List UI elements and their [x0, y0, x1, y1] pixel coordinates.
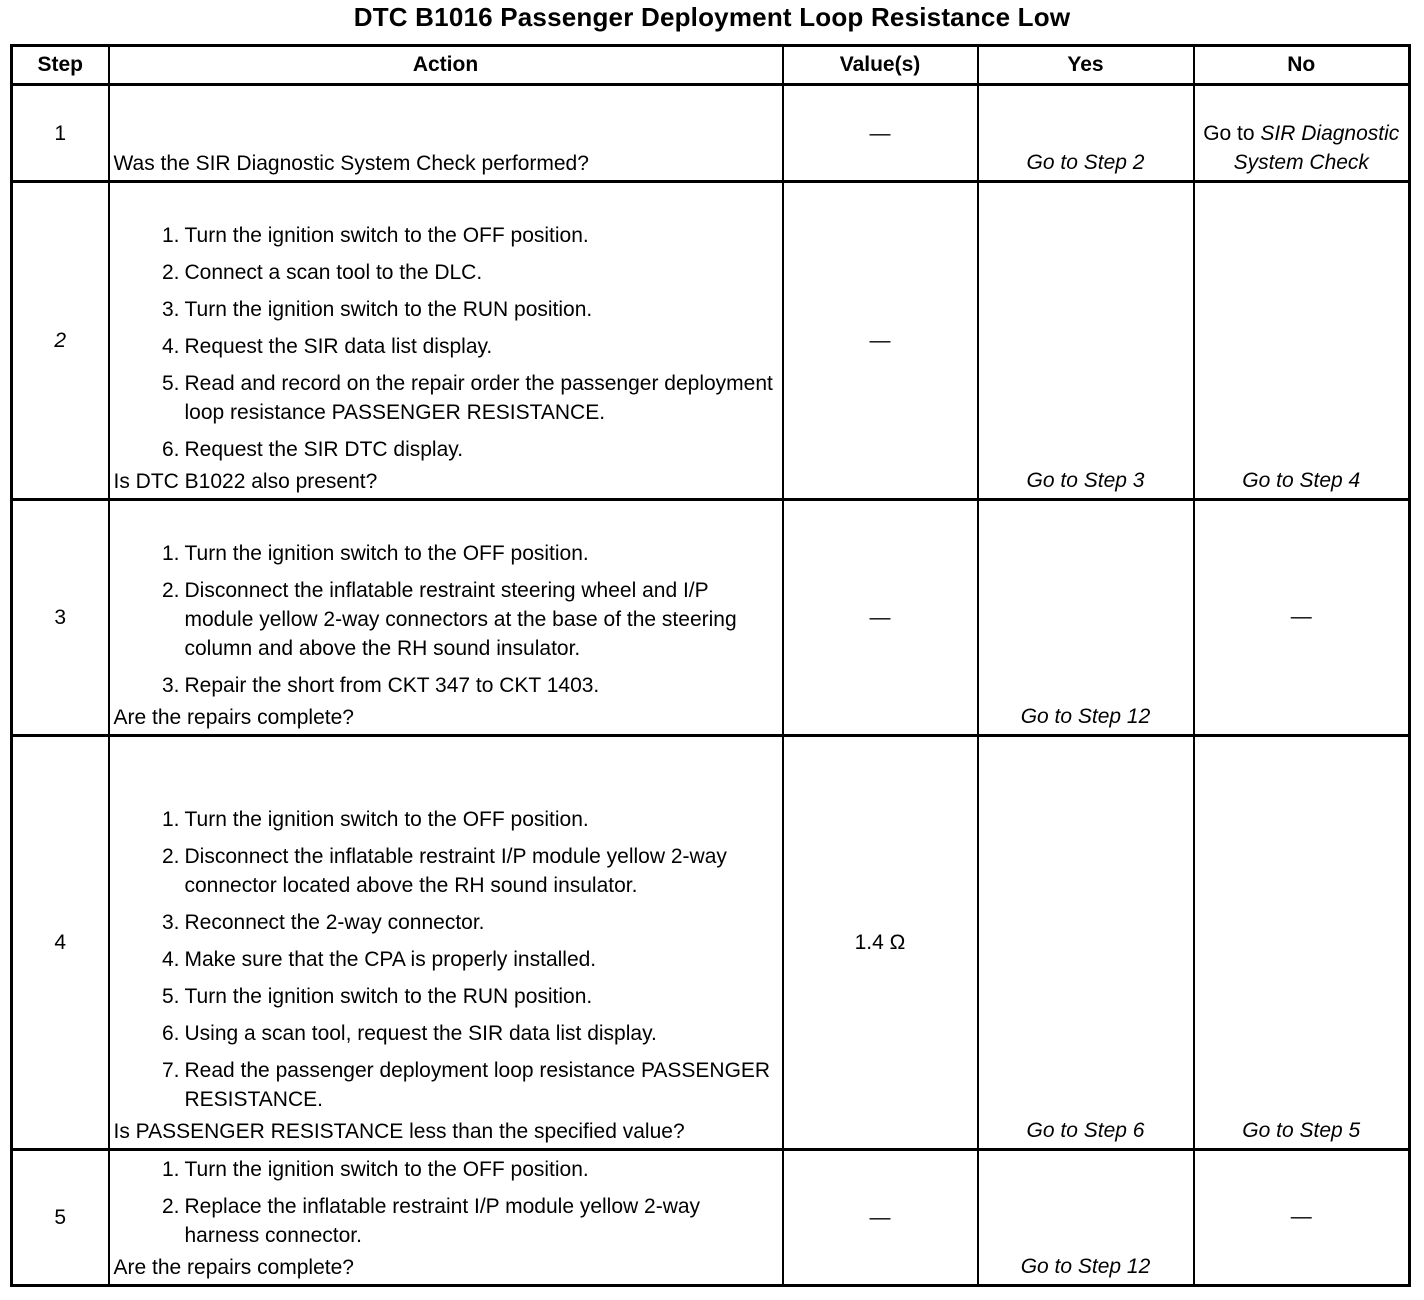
list-item: 5. Turn the ignition switch to the RUN position. [161, 985, 593, 1008]
list-item: 6. Request the SIR DTC display. [161, 438, 464, 461]
value-cell: — [783, 85, 978, 182]
list-item: 4. Request the SIR data list display. [161, 335, 493, 358]
yes-cell: Go to Step 6 [978, 736, 1194, 1150]
list-item: 1. Turn the ignition switch to the OFF position. [161, 542, 589, 565]
table-row [12, 500, 1410, 736]
yes-cell: Go to Step 2 [978, 85, 1194, 182]
action-question: Is DTC B1022 also present? [113, 470, 378, 493]
action-cell [109, 500, 783, 736]
yes-cell: Go to Step 3 [978, 182, 1194, 500]
list-item: 3. Turn the ignition switch to the RUN position. [161, 298, 593, 321]
diagnostic-table [10, 44, 1411, 1287]
list-item: 5. Read and record on the repair order the passenger deployment loop resistance PASSENGER RESISTANCE. [161, 372, 773, 424]
list-item: 6. Using a scan tool, request the SIR data list display. [161, 1022, 657, 1045]
yes-cell: Go to Step 12 [978, 1150, 1194, 1286]
no-reference: SIR Diagnostic System Check [1233, 122, 1400, 174]
table-row [12, 736, 1410, 1150]
list-item: 2. Disconnect the inflatable restraint steering wheel and I/P module yellow 2-way connectors at the base of the steering column and above the RH sound insulator. [161, 579, 737, 660]
list-item: 3. Repair the short from CKT 347 to CKT 1403. [161, 674, 600, 697]
step-number: 5 [12, 1150, 109, 1286]
no-cell: — [1194, 500, 1410, 736]
action-question: Are the repairs complete? [113, 706, 354, 729]
page-title: DTC B1016 Passenger Deployment Loop Resistance Low [353, 2, 1071, 32]
header-action: Action [109, 46, 783, 85]
action-cell [109, 736, 783, 1150]
step-number: 3 [12, 500, 109, 736]
header-yes: Yes [978, 46, 1194, 85]
value-cell: — [783, 182, 978, 500]
action-cell [109, 1150, 783, 1286]
action-steps [114, 1155, 778, 1250]
list-item: 1. Turn the ignition switch to the OFF position. [161, 1158, 589, 1181]
no-cell: Go to Step 5 [1194, 736, 1410, 1150]
step-number: 1 [12, 85, 109, 182]
no-prefix: Go to [1203, 122, 1255, 145]
header-step: Step [12, 46, 109, 85]
table-row [12, 182, 1410, 500]
header-values: Value(s) [783, 46, 978, 85]
value-cell: — [783, 1150, 978, 1286]
action-steps [114, 539, 778, 700]
table-row [12, 85, 1410, 182]
list-item: 7. Read the passenger deployment loop resistance PASSENGER RESISTANCE. [161, 1059, 771, 1111]
action-steps [114, 221, 778, 464]
list-item: 1. Turn the ignition switch to the OFF position. [161, 224, 589, 247]
header-row [12, 46, 1410, 85]
step-number: 2 [12, 182, 109, 500]
action-cell [109, 85, 783, 182]
step-number: 4 [12, 736, 109, 1150]
action-question: Was the SIR Diagnostic System Check performed? [113, 152, 589, 175]
yes-cell: Go to Step 12 [978, 500, 1194, 736]
no-cell: Go to Step 4 [1194, 182, 1410, 500]
action-question: Is PASSENGER RESISTANCE less than the specified value? [113, 1120, 685, 1143]
action-cell [109, 182, 783, 500]
value-cell: 1.4 Ω [783, 736, 978, 1150]
list-item: 2. Disconnect the inflatable restraint I/P module yellow 2-way connector located above the RH sound insulator. [161, 845, 727, 897]
action-steps [114, 805, 778, 1114]
list-item: 1. Turn the ignition switch to the OFF position. [161, 808, 589, 831]
no-cell: — [1194, 1150, 1410, 1286]
list-item: 2. Connect a scan tool to the DLC. [161, 261, 483, 284]
table-row [12, 1150, 1410, 1286]
value-cell: — [783, 500, 978, 736]
action-question: Are the repairs complete? [113, 1256, 354, 1279]
list-item: 3. Reconnect the 2-way connector. [161, 911, 485, 934]
no-cell [1194, 85, 1410, 182]
header-no: No [1194, 46, 1410, 85]
list-item: 2. Replace the inflatable restraint I/P module yellow 2-way harness connector. [161, 1195, 701, 1247]
list-item: 4. Make sure that the CPA is properly installed. [161, 948, 597, 971]
